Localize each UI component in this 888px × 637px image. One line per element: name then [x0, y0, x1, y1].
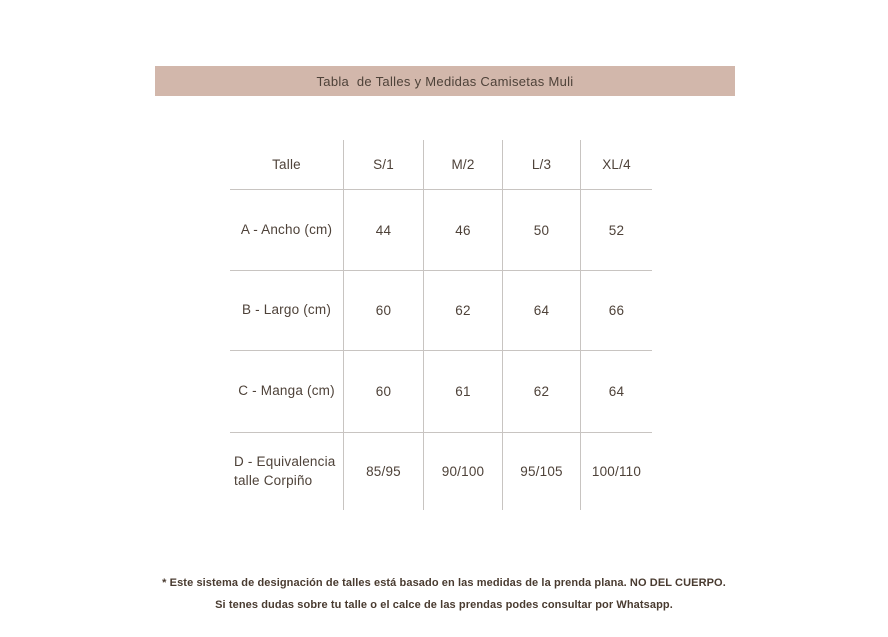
value-text: 61 [455, 384, 471, 399]
value-text: 85/95 [366, 464, 401, 479]
value-cell-ancho-s1 [343, 189, 423, 270]
size-table [230, 140, 652, 510]
value-text: 60 [375, 303, 392, 318]
value-text: 95/105 [520, 464, 563, 479]
column-header-label: M/2 [451, 157, 475, 172]
value-text: 64 [608, 384, 625, 399]
page-title: Tabla de Talles y Medidas Camisetas Muli [316, 73, 574, 89]
value-text: 46 [455, 222, 471, 238]
column-header-xl4 [580, 140, 652, 189]
footnotes [0, 572, 888, 616]
column-header-label: XL/4 [602, 157, 631, 172]
value-cell-largo-s1 [343, 270, 423, 350]
column-header-label: L/3 [531, 157, 552, 172]
footnote-line-2: Si tenes dudas sobre tu talle o el calce de las prendas podes consultar por Whatsapp. [215, 599, 673, 611]
value-cell-largo-l3 [502, 270, 580, 350]
column-header-m2 [423, 140, 502, 189]
value-cell-manga-l3 [502, 350, 580, 432]
title-bar [155, 66, 735, 96]
value-text: 64 [533, 303, 550, 318]
value-cell-largo-m2 [423, 270, 502, 350]
row-label-largo [230, 270, 343, 350]
value-cell-largo-xl4 [580, 270, 652, 350]
row-label-text: D - Equivalencia talle Corpiño [234, 454, 336, 488]
row-label-text: A - Ancho (cm) [240, 221, 333, 237]
row-label-manga [230, 350, 343, 432]
value-text: 66 [608, 303, 625, 318]
value-text: 62 [533, 384, 550, 399]
column-header-label: Talle [272, 157, 301, 172]
value-cell-equivalencia-m2 [423, 432, 502, 510]
column-header-talle [230, 140, 343, 189]
value-cell-ancho-xl4 [580, 189, 652, 270]
row-label-equivalencia [230, 432, 343, 510]
column-header-s1 [343, 140, 423, 189]
row-label-text: C - Manga (cm) [238, 383, 335, 399]
value-cell-manga-m2 [423, 350, 502, 432]
value-text: 60 [375, 384, 392, 399]
value-cell-ancho-m2 [423, 189, 502, 270]
value-cell-equivalencia-l3 [502, 432, 580, 510]
column-header-label: S/1 [373, 157, 394, 172]
value-cell-manga-xl4 [580, 350, 652, 432]
value-text: 62 [455, 303, 471, 318]
value-text: 50 [533, 222, 550, 238]
value-cell-equivalencia-s1 [343, 432, 423, 510]
value-cell-manga-s1 [343, 350, 423, 432]
value-text: 52 [608, 222, 625, 238]
footnote-line-1: * Este sistema de designación de talles está basado en las medidas de la prenda plana. NO DEL CUERPO. [162, 577, 726, 589]
row-label-text: B - Largo (cm) [241, 302, 332, 318]
value-text: 100/110 [591, 464, 642, 479]
value-cell-ancho-l3 [502, 189, 580, 270]
value-text: 44 [375, 222, 392, 238]
value-cell-equivalencia-xl4 [580, 432, 652, 510]
column-header-l3 [502, 140, 580, 189]
value-text: 90/100 [441, 464, 485, 479]
row-label-ancho [230, 189, 343, 270]
